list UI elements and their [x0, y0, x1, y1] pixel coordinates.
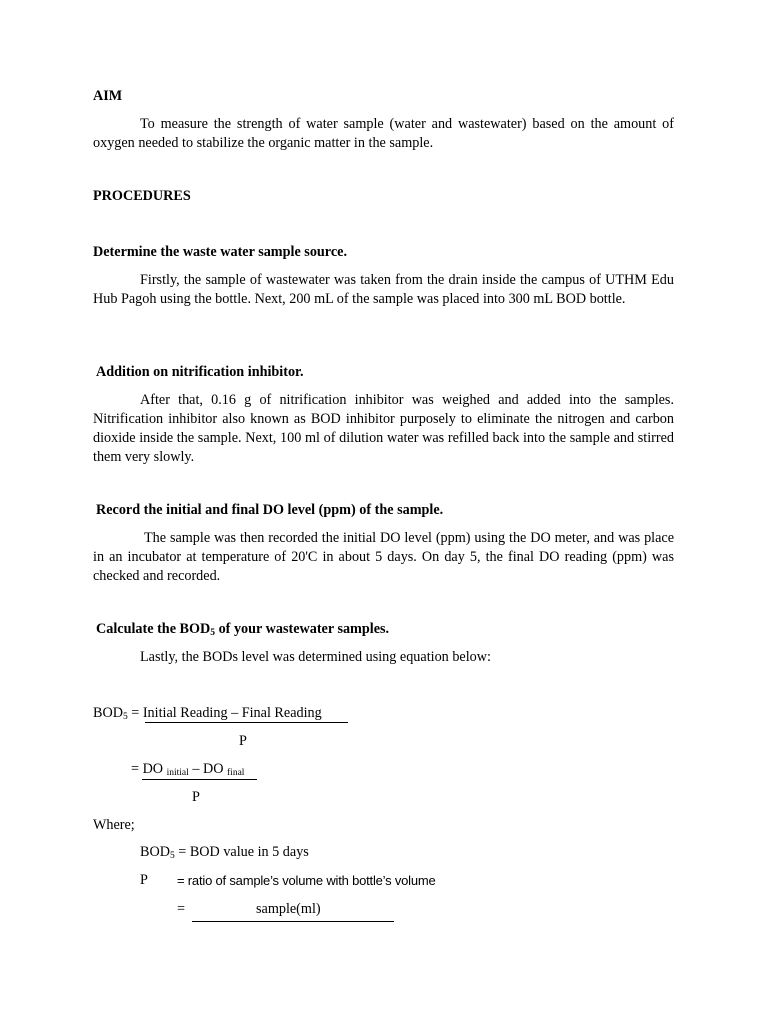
eq2-do1-sub: initial	[166, 768, 189, 778]
aim-heading: AIM	[93, 88, 123, 104]
fraction-bar-2	[142, 779, 257, 780]
eq-lhs-sub: 5	[122, 712, 128, 722]
section-text-calculate-bod: Lastly, the BODs level was determined using equation below:	[140, 649, 491, 665]
procedures-heading: PROCEDURES	[93, 188, 191, 204]
calc-title-sub: 5	[210, 628, 216, 638]
eq2-do1: DO	[142, 761, 167, 777]
section-title-sample-source: Determine the waste water sample source.	[93, 244, 347, 260]
where-eq2-numerator: sample(ml)	[256, 901, 321, 917]
section-paragraph-sample-source	[93, 271, 674, 309]
equation-do	[131, 761, 244, 778]
calc-title-suffix: of your wastewater samples.	[215, 621, 390, 637]
eq-equals: =	[127, 705, 143, 721]
fraction-bar-3	[192, 921, 394, 922]
where-bod	[140, 844, 309, 861]
eq2-equals: =	[131, 761, 143, 777]
where-bod-sub: 5	[169, 851, 175, 861]
eq2-minus: – DO	[188, 761, 228, 777]
where-label: Where;	[93, 817, 135, 833]
equation-bod5	[93, 705, 322, 722]
calc-title-prefix: Calculate the BOD	[96, 621, 211, 637]
section-text-do-level: The sample was then recorded the initial DO level (ppm) using the DO meter, and was place in an incubator at temperature of 20'C in about 5 days. On day 5, the final DO reading (ppm) was checked and recorded.	[93, 530, 674, 584]
section-text-sample-source: Firstly, the sample of wastewater was taken from the drain inside the campus of UTHM Edu Hub Pagoh using the bottle. Next, 200 mL of the sample was placed into 300 mL BOD bottle.	[93, 272, 674, 307]
section-title-do-level: Record the initial and final DO level (ppm) of the sample.	[96, 502, 444, 518]
eq-lhs: BOD	[93, 705, 123, 721]
eq-numerator-1: Initial Reading – Final Reading	[142, 705, 322, 721]
section-title-nitrification: Addition on nitrification inhibitor.	[96, 364, 304, 380]
section-paragraph-do-level	[93, 529, 674, 586]
fraction-bar-1	[145, 722, 348, 723]
where-p-label: P	[140, 872, 148, 888]
eq-denominator-2: P	[192, 789, 200, 805]
aim-text: To measure the strength of water sample (water and wastewater) based on the amount of oxygen needed to stabilize the organic matter in the sample.	[93, 116, 674, 151]
eq2-do2-sub: final	[227, 768, 245, 778]
section-text-nitrification: After that, 0.16 g of nitrification inhibitor was weighed and added into the samples. Nitrification inhibitor also known as BOD inhibitor purposely to eliminate the nitrogen and carbon dioxide inside the sample. Next, 100 ml of dilution water was refilled back into the sample and stirred them very slowly.	[93, 392, 674, 465]
where-bod-lhs: BOD	[140, 844, 170, 860]
section-paragraph-nitrification	[93, 391, 674, 467]
where-bod-rhs: = BOD value in 5 days	[174, 844, 309, 860]
aim-paragraph	[93, 115, 674, 153]
eq-denominator-1: P	[239, 733, 247, 749]
where-p-definition: = ratio of sample’s volume with bottle’s volume	[177, 873, 436, 888]
where-eq2-equals: =	[177, 901, 186, 917]
section-title-calculate-bod	[96, 621, 389, 638]
